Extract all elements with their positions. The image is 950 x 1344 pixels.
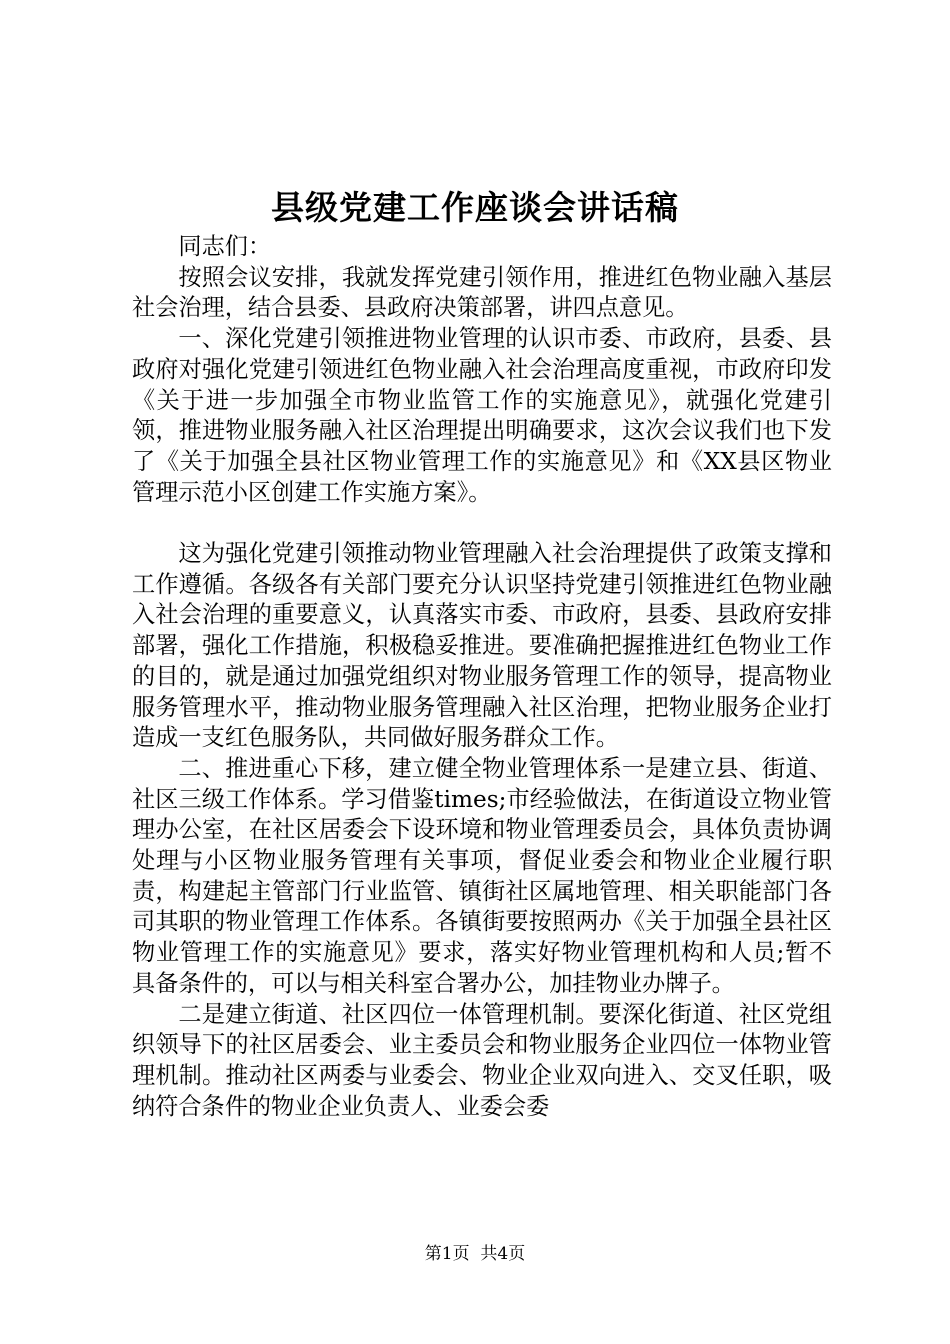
paragraph-salutation: 同志们： [178,233,272,260]
document-body [132,232,832,1122]
page-number: 第1页 [424,1244,470,1264]
paragraph-intro: 按照会议安排，我就发挥党建引领作用，推进红色物业融入基层社会治理，结合县委、县政府决策部署，讲四点意见。 [132,263,832,322]
paragraph-section-two: 二、推进重心下移，建立健全物业管理体系一是建立县、街道、社区三级工作体系。学习借鉴times;市经验做法，在街道设立物业管理办公室，在社区居委会下设环境和物业管理委员会，具体负责协调处理与小区物业服务管理有关事项，督促业委会和物业企业履行职责，构建起主管部门行业监管、镇街社区属地管理、相关职能部门各司其职的物业管理工作体系。各镇街要按照两办《关于加强全县社区物业管理工作的实施意见》要求，落实好物业管理机构和人员;暂不具备条件的，可以与相关科室合署办公，加挂物业办牌子。 [132,754,832,997]
paragraph-policy-support: 这为强化党建引领推动物业管理融入社会治理提供了政策支撑和工作遵循。各级各有关部门要充分认识坚持党建引领推进红色物业融入社会治理的重要意义，认真落实市委、市政府，县委、县政府安排部署，强化工作措施，积极稳妥推进。要准确把握推进红色物业工作的目的，就是通过加强党组织对物业服务管理工作的领导，提高物业服务管理水平，推动物业服务管理融入社区治理，把物业服务企业打造成一支红色服务队，共同做好服务群众工作。 [132,540,832,752]
paragraph-section-one: 一、深化党建引领推进物业管理的认识市委、市政府，县委、县政府对强化党建引领进红色物业融入社会治理高度重视，市政府印发《关于进一步加强全市物业监管工作的实施意见》，就强化党建引领，推进物业服务融入社区治理提出明确要求，这次会议我们也下发了《关于加强全县社区物业管理工作的实施意见》和《XX县区物业管理示范小区创建工作实施方案》。 [132,325,832,506]
page-total: 共4页 [480,1244,526,1264]
paragraph-four-in-one: 二是建立街道、社区四位一体管理机制。要深化街道、社区党组织领导下的社区居委会、业主委员会和物业服务企业四位一体物业管理机制。推动社区两委与业委会、物业企业双向进入、交叉任职，吸纳符合条件的物业企业负责人、业委会委 [132,1000,832,1120]
page-footer [0,1242,950,1266]
footer-spacer [470,1244,481,1264]
document-title: 县级党建工作座谈会讲话稿 [271,188,679,227]
